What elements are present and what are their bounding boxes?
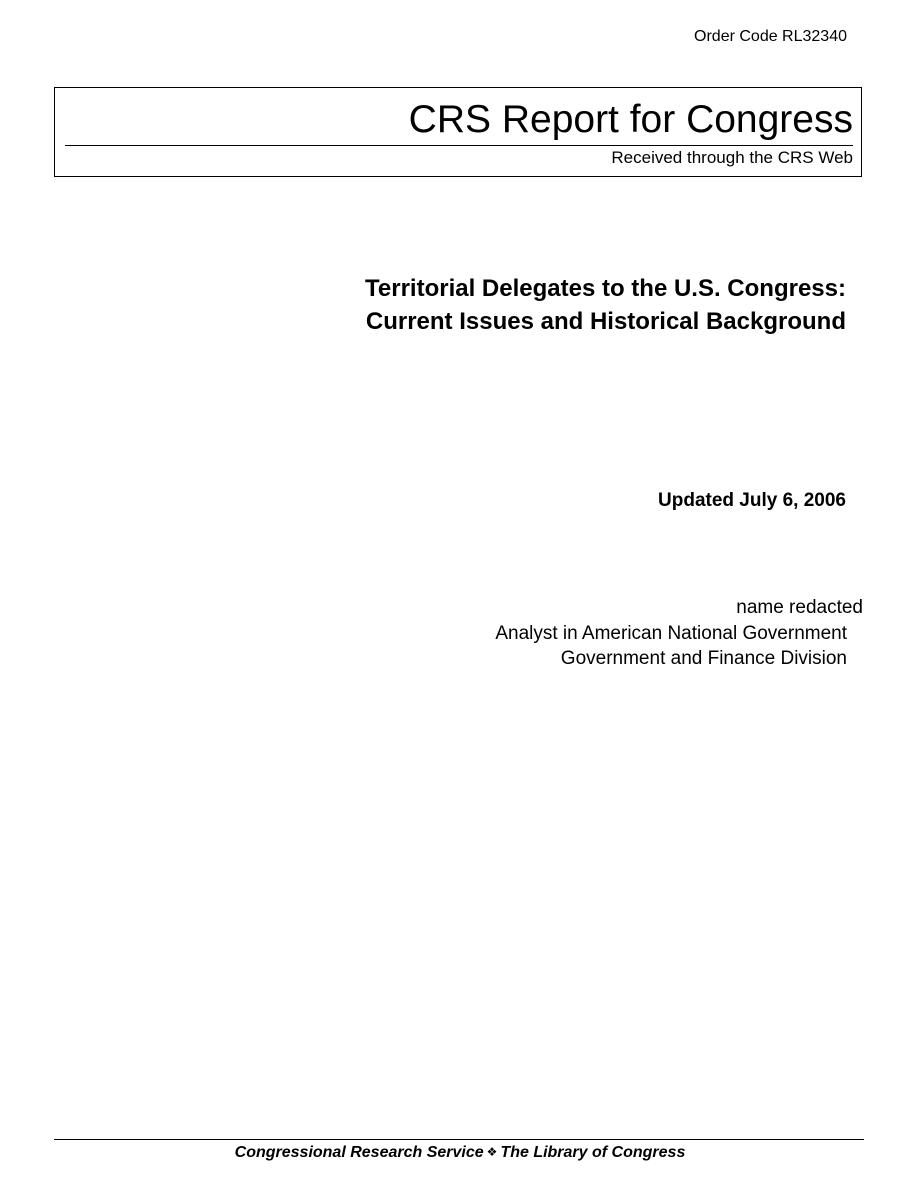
footer-organization: Congressional Research Service bbox=[234, 1144, 484, 1161]
document-title-line-1: Territorial Delegates to the U.S. Congress: bbox=[365, 275, 846, 302]
report-source-line: Received through the CRS Web bbox=[611, 148, 853, 167]
footer-divider bbox=[54, 1139, 864, 1140]
header-divider bbox=[65, 145, 853, 146]
report-series-title: CRS Report for Congress bbox=[408, 98, 853, 141]
author-division: Government and Finance Division bbox=[560, 648, 847, 669]
footer-library: The Library of Congress bbox=[500, 1144, 686, 1161]
report-header-box bbox=[54, 87, 862, 177]
author-title: Analyst in American National Government bbox=[495, 623, 847, 644]
footer-line bbox=[0, 1143, 920, 1163]
four-petal-diamond-icon: ❖ bbox=[486, 1145, 498, 1159]
updated-date: Updated July 6, 2006 bbox=[658, 490, 846, 511]
document-title-line-2: Current Issues and Historical Background bbox=[365, 308, 846, 335]
document-title bbox=[365, 272, 846, 338]
order-code: Order Code RL32340 bbox=[694, 28, 847, 45]
author-name: name redacted bbox=[736, 597, 863, 618]
